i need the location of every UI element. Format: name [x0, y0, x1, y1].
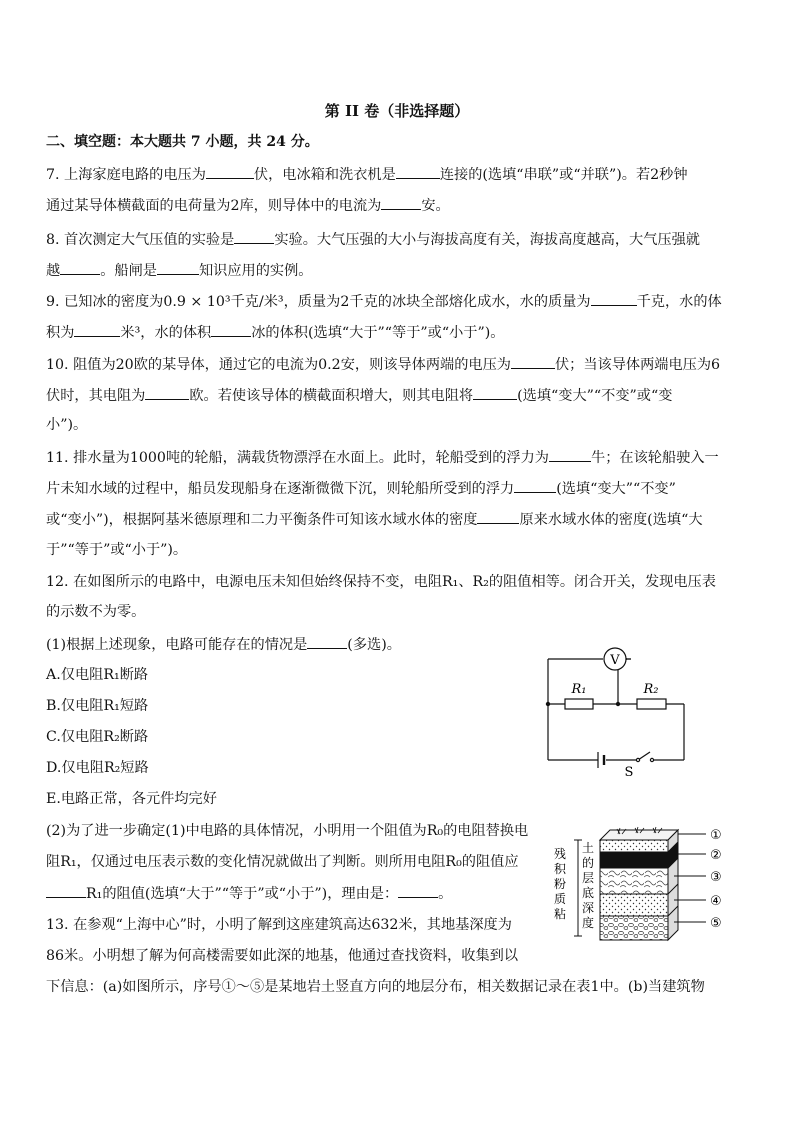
junction-dot — [546, 702, 550, 706]
q12-line-2: 的示数不为零。 — [46, 604, 146, 620]
answer-blank[interactable] — [473, 385, 517, 400]
stratum-marker-3: ③ — [710, 870, 722, 885]
q12-part2-line-2: 阻R₁，仅通过电压表示数的变化情况就做出了判断。则所用电阻R₀的阻值应 — [46, 854, 519, 870]
q12-option-e[interactable]: E.电路正常，各元件均完好 — [46, 791, 217, 807]
q8-line-1: 8. 首次测定大气压值的实验是 实验。大气压强的大小与海拔高度有关，海拔高度越高，大气压强就 — [46, 229, 700, 250]
q13-line-1: 13. 在参观“上海中心”时，小明了解到这座建筑高达632米，其地基深度为 — [46, 917, 512, 933]
q13-line-2: 86米。小明想了解为何高楼需要如此深的地基，他通过查找资料，收集到以 — [46, 948, 519, 964]
stratum-marker-2: ② — [710, 848, 722, 863]
resistor-r1 — [565, 699, 593, 709]
answer-blank[interactable] — [591, 291, 637, 306]
switch-label: S — [624, 765, 634, 780]
answer-blank[interactable] — [46, 883, 86, 898]
answer-blank[interactable] — [157, 260, 199, 275]
stratum-marker-4: ④ — [710, 894, 722, 909]
q12-line-1: 12. 在如图所示的电路中，电源电压未知但始终保持不变，电阻R₁、R₂的阻值相等。闭合开关，发现电压表 — [46, 574, 716, 590]
q12-option-b[interactable]: B.仅电阻R₁短路 — [46, 698, 149, 714]
circuit-diagram — [540, 645, 690, 780]
q10-line-2: 伏时，其电阻为 欧。若使该导体的横截面积增大，则其电阻将 (选填“变大”“不变”或“变 — [46, 385, 672, 406]
answer-blank[interactable] — [206, 164, 254, 179]
answer-blank[interactable] — [145, 385, 189, 400]
junction-dot — [616, 702, 620, 706]
q9-line-1: 9. 已知冰的密度为0.9 × 10³千克/米³，质量为2千克的冰块全部熔化成水，水的质量为 千克，水的体 — [46, 291, 722, 312]
answer-blank[interactable] — [211, 322, 251, 337]
answer-blank[interactable] — [307, 634, 347, 649]
answer-blank[interactable] — [234, 229, 274, 244]
q12-part2-line-3: R₁的阻值(选填“大于”“等于”或“小于”)，理由是： 。 — [46, 883, 452, 904]
q11-line-3: 或“变小”)，根据阿基米德原理和二力平衡条件可知该水域水体的密度 原来水域水体的密度(选填“大 — [46, 509, 703, 530]
q11-line-1: 11. 排水量为1000吨的轮船，满载货物漂浮在水面上。此时，轮船受到的浮力为 牛；在该轮船驶入一 — [46, 447, 719, 468]
q10-line-1: 10. 阻值为20欧的某导体，通过它的电流为0.2安，则该导体两端的电压为 伏；当该导体两端电压为6 — [46, 354, 720, 375]
stratum-marker-5: ⑤ — [710, 916, 722, 931]
answer-blank[interactable] — [511, 354, 555, 369]
battery-symbol — [598, 752, 604, 768]
q12-option-c[interactable]: C.仅电阻R₂断路 — [46, 729, 149, 745]
q12-option-d[interactable]: D.仅电阻R₂短路 — [46, 760, 149, 776]
section-heading: 二、填空题：本大题共 7 小题，共 24 分。 — [46, 134, 319, 150]
q12-option-a[interactable]: A.仅电阻R₁断路 — [46, 667, 149, 683]
q11-line-2: 片未知水域的过程中，船员发现船身在逐渐微微下沉，则轮船所受到的浮力 (选填“变大”“不变” — [46, 478, 676, 499]
q9-line-2: 积为 米³，水的体积 冰的体积(选填“大于”“等于”或“小于”)。 — [46, 322, 504, 343]
strata-side-label: 残积粉质粘土的层底深度 — [554, 841, 595, 930]
r2-label: R₂ — [643, 682, 659, 697]
page-title: 第 II 卷（非选择题） — [324, 102, 470, 120]
q12-part2-line-1: (2)为了进一步确定(1)中电路的具体情况，小明用一个阻值为R₀的电阻替换电 — [46, 823, 529, 839]
answer-blank[interactable] — [396, 164, 440, 179]
answer-blank[interactable] — [477, 509, 519, 524]
voltmeter-label: V — [610, 653, 620, 668]
answer-blank[interactable] — [60, 260, 100, 275]
switch-symbol — [636, 752, 653, 762]
q8-line-2: 越 。船闸是 知识应用的实例。 — [46, 260, 312, 281]
q7-line-2: 通过某导体横截面的电荷量为2库，则导体中的电流为 安。 — [46, 195, 450, 216]
answer-blank[interactable] — [549, 447, 591, 462]
answer-blank[interactable] — [381, 195, 421, 210]
q11-line-4: 于”“等于”或“小于”)。 — [46, 542, 188, 558]
q10-line-3: 小”)。 — [46, 417, 88, 433]
q12-part1: (1)根据上述现象，电路可能存在的情况是 (多选)。 — [46, 634, 401, 655]
stratum-marker-1: ① — [710, 828, 722, 843]
answer-blank[interactable] — [74, 322, 120, 337]
r1-label: R₁ — [571, 682, 587, 697]
q13-line-3: 下信息：(a)如图所示，序号①～⑤是某地岩土竖直方向的地层分布，相关数据记录在表1中。(b)当建筑物 — [46, 979, 705, 995]
strata-diagram — [548, 818, 748, 968]
resistor-r2 — [637, 699, 666, 709]
answer-blank[interactable] — [398, 883, 438, 898]
answer-blank[interactable] — [514, 478, 556, 493]
q7-line-1: 7. 上海家庭电路的电压为 伏，电冰箱和洗衣机是 连接的(选填“串联”或“并联”)。若2秒钟 — [46, 164, 688, 185]
